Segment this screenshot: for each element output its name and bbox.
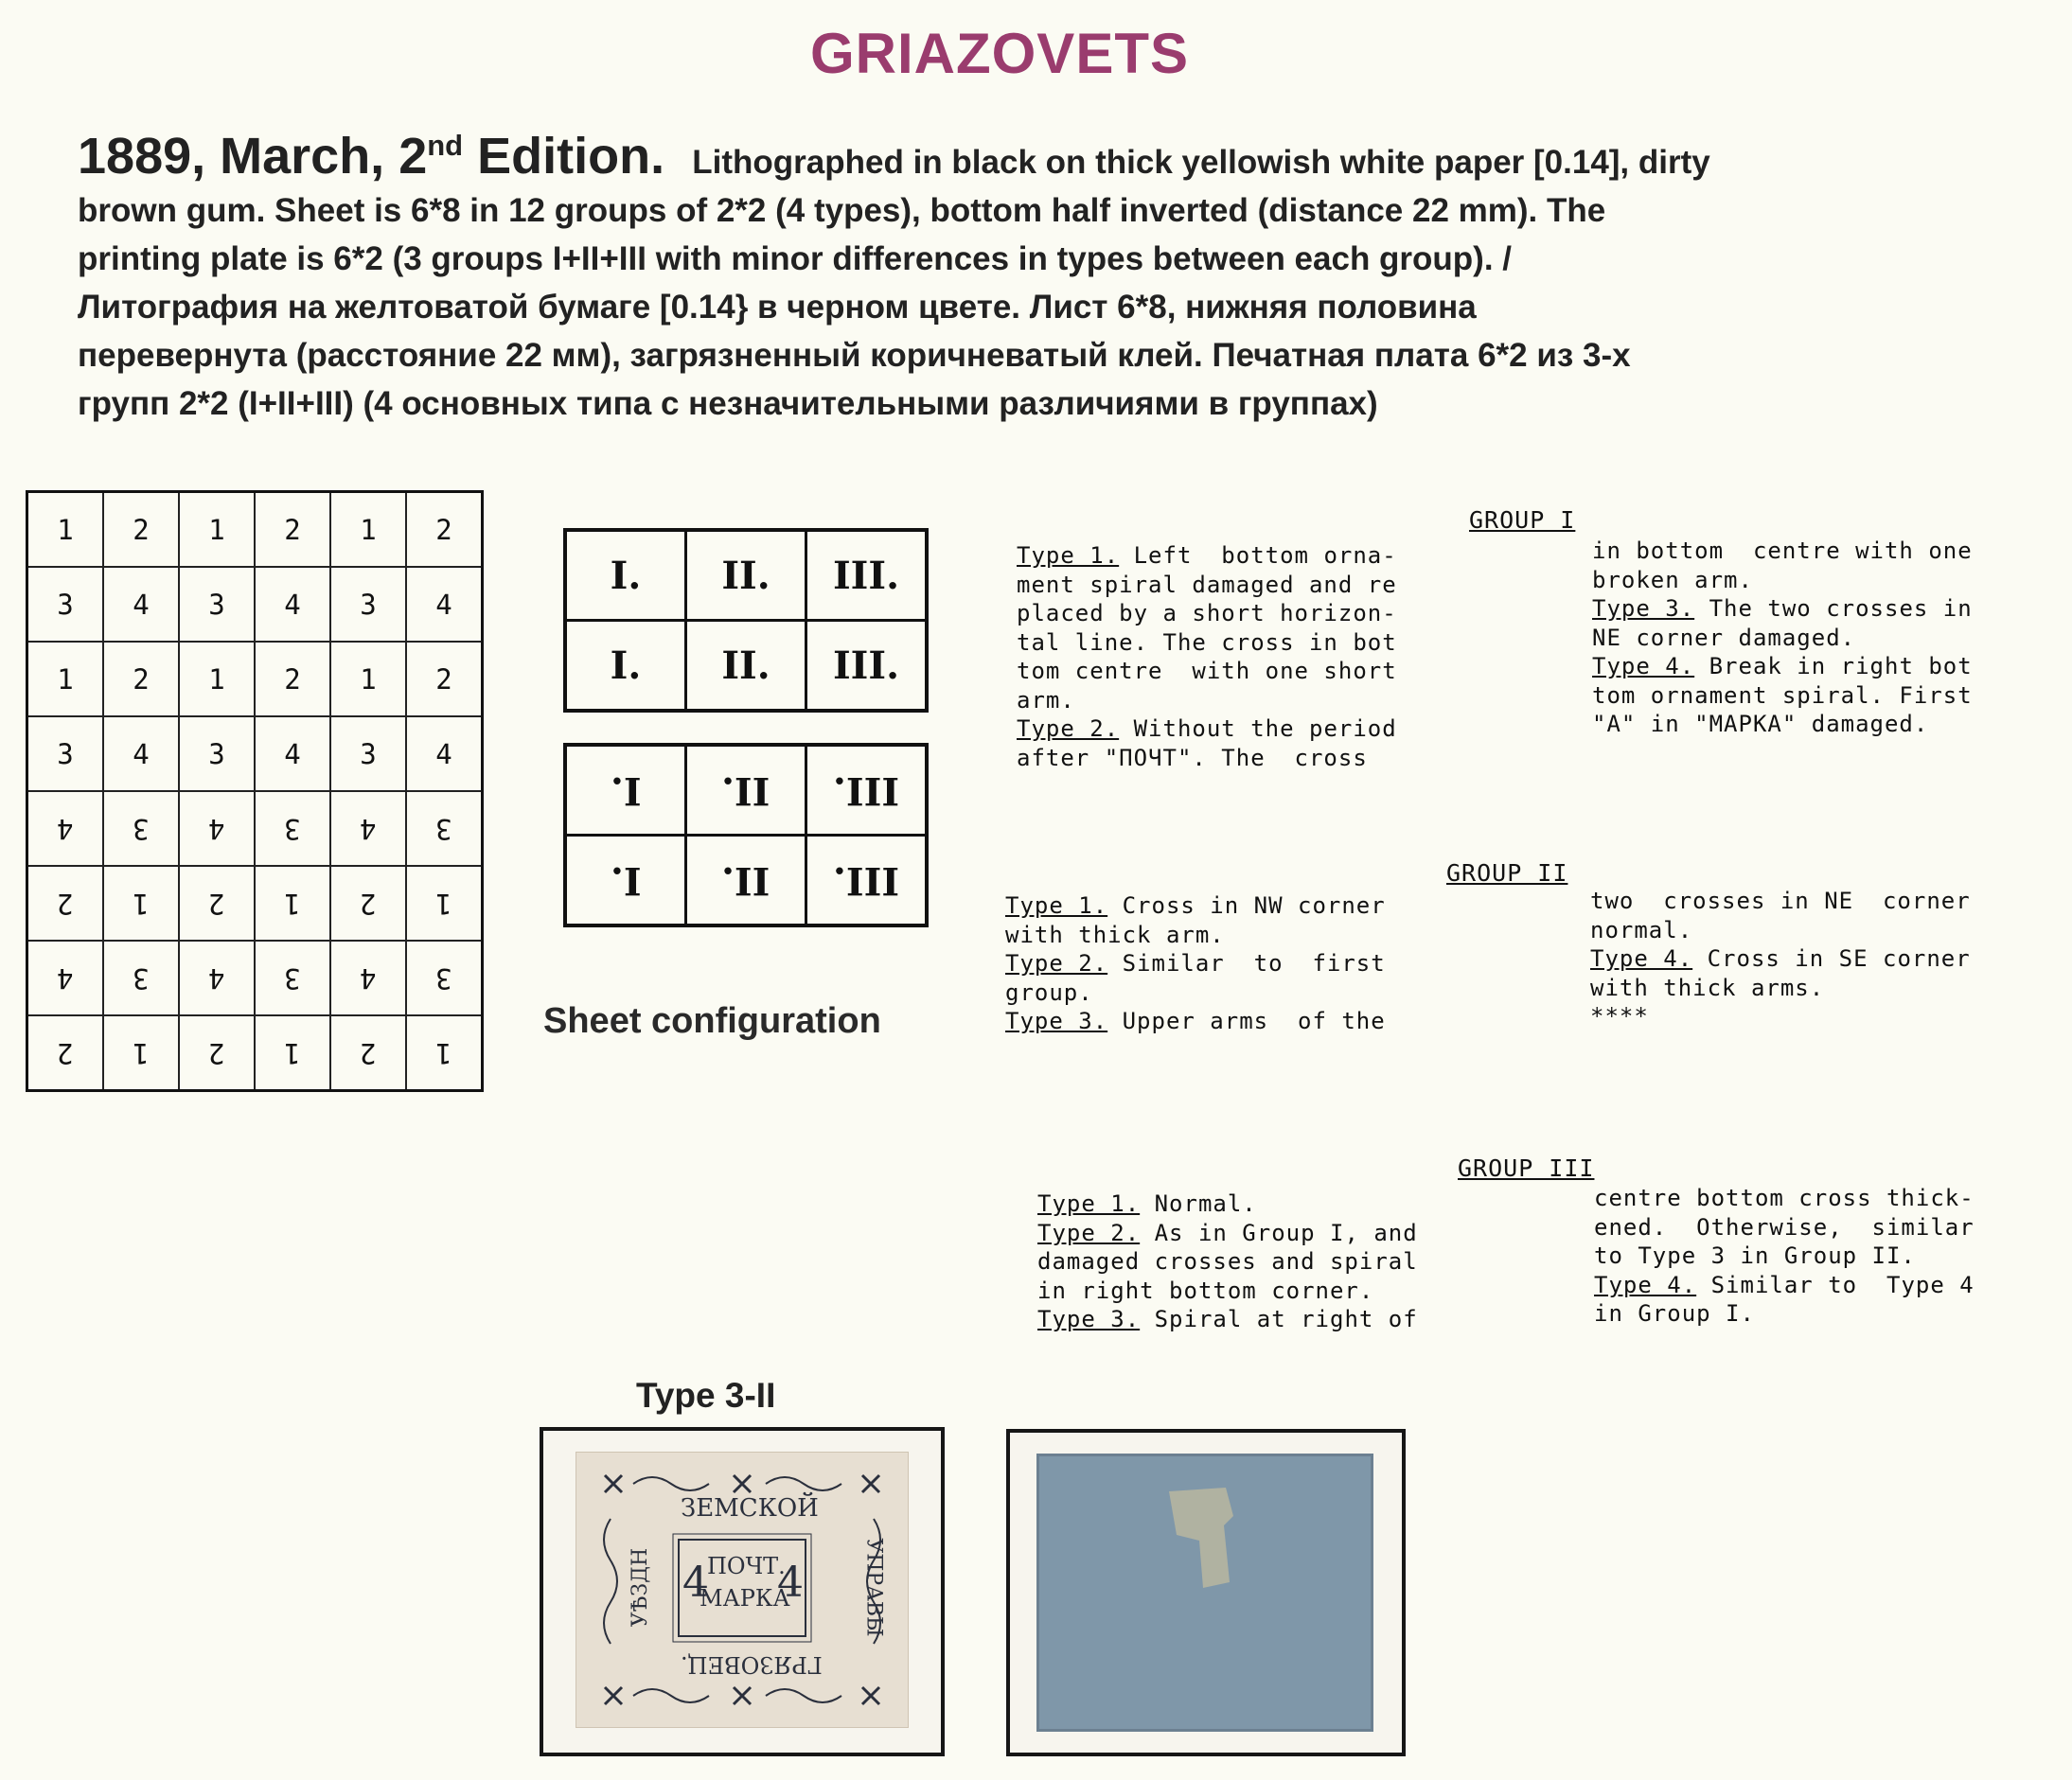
- note-line: [1037, 1219, 1511, 1248]
- config-cell: [806, 621, 928, 712]
- stamp-value-right: 4: [777, 1559, 804, 1607]
- note-text: normal.: [1590, 916, 1693, 943]
- note-line: [1590, 944, 2054, 974]
- sheet-cell-type: 1: [360, 513, 377, 546]
- sheet-cell-type: 3: [57, 737, 74, 770]
- stamp-center-line-1: ПОЧТ.: [707, 1553, 786, 1579]
- note-line: [1590, 1002, 2054, 1031]
- sheet-cell-type: 1: [133, 1036, 150, 1069]
- note-line: [1590, 887, 2054, 916]
- config-cell: [565, 745, 686, 836]
- sheet-cell-type: 4: [133, 588, 150, 621]
- note-text: ****: [1590, 1003, 1649, 1030]
- config-cell: [686, 530, 806, 621]
- config-group-label: II.: [721, 857, 770, 903]
- sheet-cell: [103, 791, 179, 866]
- note-text: broken arm.: [1592, 566, 1753, 593]
- stamp-right-text: УПРАВЫ: [861, 1538, 886, 1637]
- sheet-cell-type: 4: [284, 588, 301, 621]
- note-text: tal line. The cross in bot: [1017, 628, 1397, 656]
- note-line: [1017, 686, 1490, 715]
- stamp-caption: Type 3-II: [636, 1376, 776, 1415]
- note-text: centre bottom cross thick-: [1594, 1185, 1975, 1211]
- sheet-cell-type: 1: [133, 887, 150, 920]
- sheet-cell-type: 3: [284, 961, 301, 995]
- description-en-2: brown gum. Sheet is 6*8 in 12 groups of 2*2 (4 types), bottom half inverted (distance 22 mm). The: [78, 192, 1606, 229]
- config-cell: [565, 836, 686, 926]
- sheet-cell: [406, 716, 483, 791]
- note-line: [1592, 624, 2046, 653]
- note-text: Left bottom orna-: [1119, 542, 1397, 569]
- sheet-cell: [406, 642, 483, 716]
- note-line: [1037, 1247, 1511, 1277]
- sheet-cell-type: 3: [208, 737, 225, 770]
- sheet-cell: [179, 642, 255, 716]
- sheet-cell-type: 2: [284, 513, 301, 546]
- note-line: [1005, 978, 1497, 1008]
- note-line: [1592, 566, 2046, 595]
- config-cell: [686, 836, 806, 926]
- group-2-right-column: [1590, 887, 2054, 1031]
- sheet-cell: [330, 1015, 406, 1091]
- sheet-cell-type: 3: [435, 961, 452, 995]
- note-line: [1017, 657, 1490, 686]
- sheet-cell-type: 3: [133, 961, 150, 995]
- config-group-label: II.: [721, 553, 770, 598]
- group-1-title: GROUP I: [1469, 506, 1576, 534]
- note-text: arm.: [1017, 686, 1075, 714]
- stamp-back-gum: [1036, 1454, 1373, 1732]
- note-line: [1017, 571, 1490, 600]
- sheet-cell: [406, 1015, 483, 1091]
- sheet-cell: [179, 1015, 255, 1091]
- sheet-cell-type: 4: [208, 812, 225, 845]
- sheet-cell-type: 4: [435, 737, 452, 770]
- sheet-cell: [103, 716, 179, 791]
- note-text: in bottom centre with one: [1592, 538, 1973, 564]
- sheet-cell: [330, 791, 406, 866]
- note-text: ment spiral damaged and re: [1017, 571, 1397, 598]
- config-group-label: II.: [721, 767, 770, 813]
- note-line: [1590, 916, 2054, 945]
- sheet-cell: [27, 866, 104, 941]
- note-text: Without the period: [1119, 715, 1397, 742]
- sheet-cell: [255, 1015, 330, 1091]
- note-text: Cross in SE corner: [1692, 945, 1971, 972]
- note-line: [1590, 974, 2054, 1003]
- sheet-cell: [330, 567, 406, 642]
- note-line: [1037, 1277, 1511, 1306]
- description-ru-1: Литография на желтоватой бумаге [0.14} в черном цвете. Лист 6*8, нижняя половина: [78, 289, 1477, 326]
- sheet-cell: [406, 492, 483, 568]
- stamp-front-image: [576, 1452, 909, 1728]
- note-text: damaged crosses and spiral: [1037, 1248, 1418, 1275]
- config-cell: [565, 530, 686, 621]
- sheet-cell-type: 1: [57, 662, 74, 696]
- sheet-cell: [406, 567, 483, 642]
- sheet-cell-type: 2: [360, 1036, 377, 1069]
- note-text: Cross in NW corner: [1107, 892, 1386, 919]
- group-3-left-column: [1037, 1190, 1511, 1334]
- stamp-center-line-2: МАРКА: [700, 1585, 790, 1612]
- sheet-cell-type: 2: [208, 887, 225, 920]
- edition-heading: 1889, March, 2nd Edition.: [78, 128, 665, 185]
- note-text: group.: [1005, 978, 1093, 1006]
- sheet-cell: [406, 941, 483, 1015]
- note-line: [1005, 949, 1497, 978]
- sheet-cell-type: 2: [360, 887, 377, 920]
- group-1-left-column: [1017, 541, 1490, 772]
- sheet-cell: [27, 567, 104, 642]
- type-label: Type 1.: [1005, 892, 1108, 919]
- sheet-cell-type: 4: [360, 961, 377, 995]
- stamp-back-mount: [1006, 1429, 1406, 1756]
- sheet-cell: [255, 941, 330, 1015]
- note-line: [1017, 744, 1490, 773]
- note-line: [1594, 1213, 2048, 1242]
- config-group-label: I.: [610, 553, 642, 598]
- note-text: Similar to first: [1107, 950, 1386, 977]
- sheet-cell: [103, 567, 179, 642]
- note-line: [1017, 628, 1490, 658]
- group-2-title: GROUP II: [1446, 859, 1568, 887]
- sheet-cell-type: 1: [284, 1036, 301, 1069]
- sheet-cell-type: 1: [435, 1036, 452, 1069]
- sheet-cell-type: 2: [284, 662, 301, 696]
- note-text: Normal.: [1140, 1190, 1257, 1217]
- description-en-3: printing plate is 6*2 (3 groups I+II+III with minor differences in types between each group). /: [78, 240, 1513, 277]
- type-label: Type 3.: [1037, 1306, 1141, 1332]
- sheet-cell-type: 1: [57, 513, 74, 546]
- note-line: [1594, 1242, 2048, 1271]
- note-text: in Group I.: [1594, 1300, 1755, 1327]
- sheet-grid: [26, 490, 484, 1092]
- sheet-cell: [406, 791, 483, 866]
- sheet-cell-type: 2: [435, 513, 452, 546]
- note-text: As in Group I, and: [1140, 1219, 1418, 1246]
- note-text: Upper arms of the: [1107, 1008, 1386, 1034]
- sheet-cell: [103, 492, 179, 568]
- sheet-cell-type: 1: [208, 662, 225, 696]
- page-title: GRIAZOVETS: [809, 22, 1190, 85]
- note-line: [1005, 921, 1497, 950]
- intro-text: [78, 121, 2009, 428]
- sheet-cell-type: 1: [435, 887, 452, 920]
- type-label: Type 1.: [1017, 542, 1120, 569]
- sheet-cell: [27, 791, 104, 866]
- sheet-cell-type: 4: [57, 812, 74, 845]
- sheet-cell-type: 3: [435, 812, 452, 845]
- stamp-bottom-text: ГРЯЗОВЕЦ.: [681, 1651, 823, 1678]
- type-label: Type 4.: [1592, 653, 1695, 679]
- sheet-cell: [179, 791, 255, 866]
- config-lower-half: [563, 743, 929, 927]
- sheet-cell: [27, 642, 104, 716]
- sheet-cell-type: 2: [208, 1036, 225, 1069]
- config-group-label: III.: [832, 643, 900, 688]
- sheet-cell: [27, 716, 104, 791]
- note-line: [1592, 710, 2046, 739]
- config-group-label: III.: [832, 857, 900, 903]
- note-text: to Type 3 in Group II.: [1594, 1242, 1916, 1269]
- sheet-cell-type: 4: [284, 737, 301, 770]
- sheet-cell: [27, 492, 104, 568]
- note-line: [1017, 714, 1490, 744]
- note-line: [1005, 891, 1497, 921]
- note-text: with thick arms.: [1590, 974, 1825, 1001]
- sheet-cell: [103, 1015, 179, 1091]
- config-cell: [686, 745, 806, 836]
- group-3-right-column: [1594, 1184, 2048, 1329]
- note-text: after "ПОЧТ". The cross: [1017, 744, 1368, 771]
- type-label: Type 3.: [1005, 1008, 1108, 1034]
- note-text: tom centre with one short: [1017, 658, 1397, 684]
- sheet-cell: [330, 642, 406, 716]
- note-text: with thick arm.: [1005, 921, 1225, 948]
- note-text: in right bottom corner.: [1037, 1277, 1374, 1304]
- note-line: [1592, 537, 2046, 566]
- sheet-cell: [179, 567, 255, 642]
- note-line: [1592, 594, 2046, 624]
- sheet-cell-type: 4: [435, 588, 452, 621]
- sheet-cell-type: 4: [360, 812, 377, 845]
- sheet-cell-type: 3: [133, 812, 150, 845]
- group-2-left-column: [1005, 891, 1497, 1036]
- sheet-cell: [255, 642, 330, 716]
- sheet-cell-type: 4: [208, 961, 225, 995]
- sheet-cell-type: 2: [57, 1036, 74, 1069]
- group-3-title: GROUP III: [1458, 1154, 1595, 1182]
- sheet-cell-type: 4: [133, 737, 150, 770]
- config-group-label: I.: [610, 643, 642, 688]
- sheet-cell: [179, 492, 255, 568]
- note-line: [1037, 1305, 1511, 1334]
- note-text: tom ornament spiral. First: [1592, 681, 1973, 709]
- type-label: Type 4.: [1594, 1271, 1697, 1298]
- sheet-cell: [406, 866, 483, 941]
- sheet-cell-type: 2: [133, 513, 150, 546]
- sheet-cell-type: 1: [208, 513, 225, 546]
- note-text: Break in right bot: [1694, 653, 1973, 679]
- note-line: [1017, 599, 1490, 628]
- sheet-cell-type: 3: [360, 588, 377, 621]
- sheet-cell-type: 3: [57, 588, 74, 621]
- type-label: Type 2.: [1005, 950, 1108, 977]
- sheet-cell-type: 1: [284, 887, 301, 920]
- note-text: ened. Otherwise, similar: [1594, 1213, 1975, 1241]
- config-group-label: I.: [610, 857, 642, 903]
- sheet-cell: [27, 941, 104, 1015]
- note-line: [1037, 1190, 1511, 1219]
- sheet-cell: [179, 716, 255, 791]
- note-text: NE corner damaged.: [1592, 624, 1856, 651]
- sheet-configuration-caption: Sheet configuration: [543, 1001, 881, 1041]
- stamp-left-text: УѢЗДН: [629, 1547, 653, 1628]
- description-ru-3: групп 2*2 (I+II+III) (4 основных типа с незначительными различиями в группах): [78, 385, 1378, 422]
- sheet-cell-type: 2: [435, 662, 452, 696]
- config-group-label: III.: [832, 767, 900, 813]
- sheet-cell: [255, 791, 330, 866]
- config-group-label: I.: [610, 767, 642, 813]
- sheet-cell: [179, 866, 255, 941]
- type-label: Type 3.: [1592, 595, 1695, 622]
- sheet-cell-type: 2: [133, 662, 150, 696]
- sheet-cell: [255, 866, 330, 941]
- note-line: [1594, 1184, 2048, 1213]
- note-text: Similar to Type 4: [1696, 1271, 1975, 1298]
- sheet-cell-type: 1: [360, 662, 377, 696]
- sheet-cell: [255, 492, 330, 568]
- group-1-right-column: [1592, 537, 2046, 739]
- type-label: Type 2.: [1037, 1219, 1141, 1246]
- stamp-back-image: [1036, 1454, 1373, 1732]
- config-cell: [806, 836, 928, 926]
- sheet-cell-type: 4: [57, 961, 74, 995]
- description-ru-2: перевернута (расстояние 22 мм), загрязненный коричневатый клей. Печатная плата 6*2 из 3-х: [78, 337, 1631, 374]
- config-group-label: II.: [721, 643, 770, 688]
- sheet-cell: [27, 1015, 104, 1091]
- stamp-front-mount: [540, 1427, 945, 1756]
- stamp-top-text: ЗЕМСКОЙ: [681, 1494, 819, 1523]
- sheet-cell: [103, 941, 179, 1015]
- config-cell: [686, 621, 806, 712]
- sheet-cell: [255, 716, 330, 791]
- config-group-label: III.: [832, 553, 900, 598]
- config-upper-half: [563, 528, 929, 713]
- note-line: [1592, 681, 2046, 711]
- note-text: two crosses in NE corner: [1590, 888, 1971, 914]
- note-line: [1005, 1007, 1497, 1036]
- type-label: Type 1.: [1037, 1190, 1141, 1217]
- sheet-cell-type: 3: [360, 737, 377, 770]
- sheet-cell-type: 3: [284, 812, 301, 845]
- stamp-value-left: 4: [682, 1559, 709, 1607]
- note-line: [1594, 1299, 2048, 1329]
- note-text: placed by a short horizon-: [1017, 600, 1397, 626]
- note-line: [1594, 1271, 2048, 1300]
- note-line: [1017, 541, 1490, 571]
- sheet-cell-type: 2: [57, 887, 74, 920]
- sheet-cell: [330, 492, 406, 568]
- config-cell: [565, 621, 686, 712]
- sheet-cell: [103, 642, 179, 716]
- note-text: The two crosses in: [1694, 595, 1973, 622]
- sheet-cell: [330, 866, 406, 941]
- sheet-cell-type: 3: [208, 588, 225, 621]
- sheet-cell: [179, 941, 255, 1015]
- description-en-1: Lithographed in black on thick yellowish white paper [0.14], dirty: [692, 144, 1710, 181]
- note-text: "A" in "MAPKA" damaged.: [1592, 711, 1929, 737]
- sheet-cell: [103, 866, 179, 941]
- note-text: Spiral at right of: [1140, 1306, 1418, 1332]
- sheet-cell: [330, 941, 406, 1015]
- sheet-cell: [330, 716, 406, 791]
- type-label: Type 4.: [1590, 945, 1693, 972]
- type-label: Type 2.: [1017, 715, 1120, 742]
- config-cell: [806, 530, 928, 621]
- sheet-cell: [255, 567, 330, 642]
- config-cell: [806, 745, 928, 836]
- note-line: [1592, 652, 2046, 681]
